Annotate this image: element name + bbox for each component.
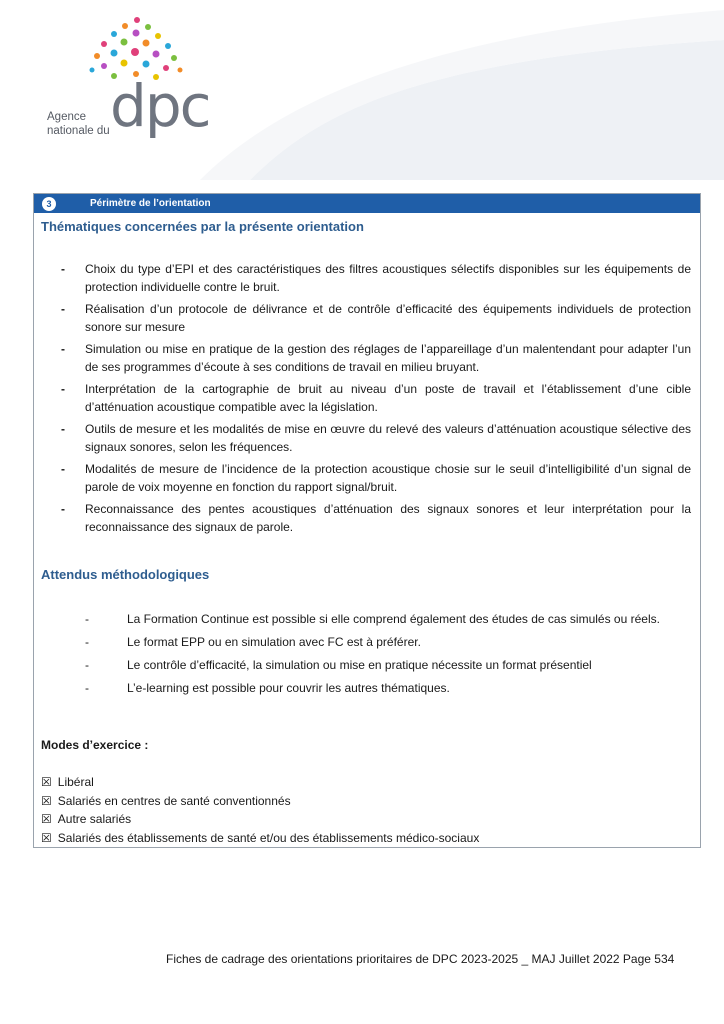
mode-label: Salariés des établissements de santé et/ou des établissements médico-sociaux [57,830,480,845]
page-footer: Fiches de cadrage des orientations prioritaires de DPC 2023-2025 _ MAJ Juillet 2022 Page 534 [166,952,675,966]
thematiques-list [41,261,691,541]
section-number-badge: 3 [42,197,56,211]
agency-logo-text [47,110,110,138]
list-item: - La Formation Continue est possible si elle comprend également des études de cas simulés ou réels. [41,611,691,628]
list-item: - L’e-learning est possible pour couvrir les autres thématiques. [41,680,691,697]
banner-title: Périmètre de l’orientation [90,198,211,209]
list-item: - Interprétation de la cartographie de bruit au niveau d’un poste de travail et l’établissement d’une cible d’atténuation acoustique compatible avec la législation. [41,381,691,416]
thematiques-heading: Thématiques concernées par la présente orientation [41,219,364,234]
checked-box-icon: ☒ [41,812,52,826]
mode-label: Salariés en centres de santé conventionnés [57,793,291,808]
list-item: - Modalités de mesure de l’incidence de la protection acoustique chosie sur le seuil d’intelligibilité d’un signal de parole de voix moyenne en fonction du rapport signal/bruit. [41,461,691,496]
checked-box-icon: ☒ [41,793,52,808]
list-item: - Le contrôle d’efficacité, la simulation ou mise en pratique nécessite un format présentiel [41,657,691,674]
list-item: - Outils de mesure et les modalités de mise en œuvre du relevé des valeurs d’atténuation acoustique sélective des signaux sonores, selon les fréquences. [41,421,691,456]
mode-label: Autre salariés [57,812,132,826]
list-item: - Reconnaissance des pentes acoustiques d’atténuation des signaux sonores et leur interprétation pour la reconnaissance des signaux de parole. [41,501,691,536]
list-item: - Simulation ou mise en pratique de la gestion des réglages de l’appareillage d’un malentendant pour adapter l’un de ses programmes d’écoute à ses conditions de travail en milieu bruyant. [41,341,691,376]
checked-box-icon: ☒ [41,830,52,845]
header-decoration [0,0,724,180]
logo-brand: dpc [110,72,210,140]
mode-item [41,829,479,848]
mode-label: Libéral [57,775,94,789]
modes-heading: Modes d’exercice : [41,738,149,752]
logo-line-2: nationale du [47,125,110,137]
mode-item [41,773,479,792]
list-item: - Le format EPP ou en simulation avec FC est à préférer. [41,634,691,651]
checked-box-icon: ☒ [41,775,52,789]
modes-list [41,773,479,847]
attendus-list [41,611,691,703]
list-item: - Choix du type d’EPI et des caractéristiques des filtres acoustiques sélectifs disponibles sur les équipements de protection individuelle contre le bruit. [41,261,691,296]
list-item: - Réalisation d’un protocole de délivrance et de contrôle d’efficacité des équipements individuels de protection sonore sur mesure [41,301,691,336]
logo-dots-icon [90,17,183,80]
attendus-heading: Attendus méthodologiques [41,567,210,582]
logo-line-1: Agence [47,111,87,123]
section-banner [34,194,700,213]
mode-item [41,810,479,829]
mode-item [41,792,479,811]
